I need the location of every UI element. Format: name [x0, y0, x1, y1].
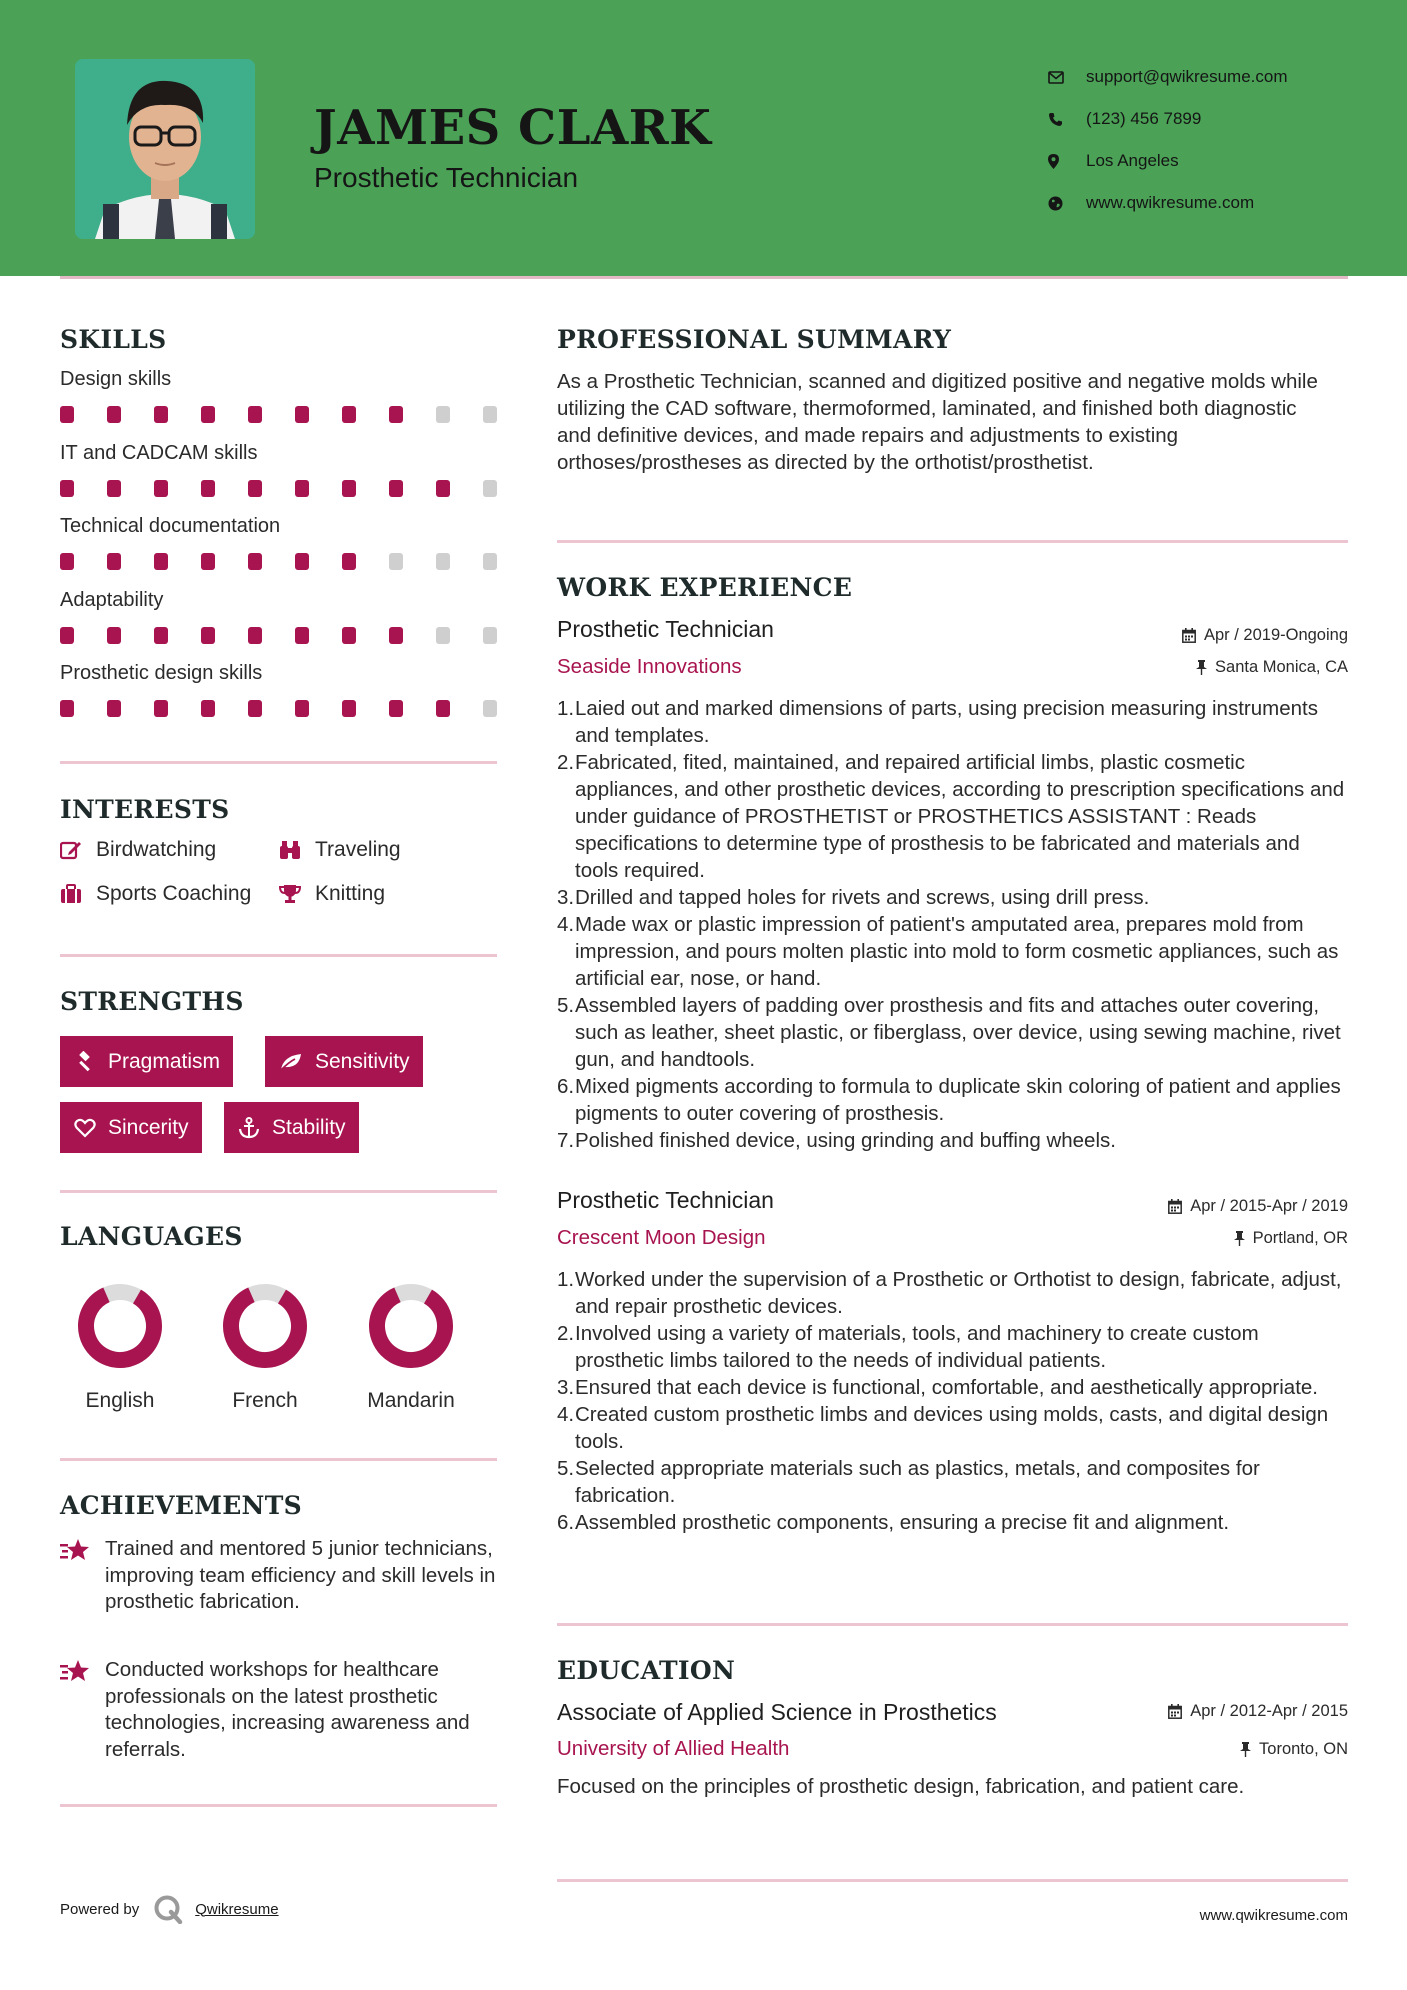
responsibility-item: [557, 1320, 1347, 1374]
rating-dot: [483, 627, 497, 644]
rating-dot: [436, 627, 450, 644]
powered-by-label: Powered by: [60, 1900, 140, 1918]
rating-dot: [436, 406, 450, 423]
rating-dot: [295, 480, 309, 497]
interest-item: [60, 838, 216, 862]
education-dates: [1168, 1702, 1348, 1721]
experience-divider: [557, 1623, 1348, 1626]
rating-dot: [483, 480, 497, 497]
skill-rating: [60, 480, 530, 497]
achievement-item: [60, 1536, 500, 1616]
rating-dot: [342, 553, 356, 570]
strengths-divider: [60, 1190, 497, 1193]
education-heading: EDUCATION: [557, 1656, 736, 1685]
qwikresume-link[interactable]: Qwikresume: [195, 1900, 279, 1918]
strength-label: Stability: [272, 1115, 346, 1139]
interest-item: [279, 838, 401, 862]
contact-email-text: support@qwikresume.com: [1086, 67, 1288, 86]
responsibility-text: Assembled layers of padding over prosthesis and fits and attaches outer covering, such as leather, sheet plastic, or fiberglass, over device, using sewing machine, rivet gun, and handtools.: [575, 994, 1341, 1071]
rating-dot: [389, 627, 403, 644]
responsibility-text: Involved using a variety of materials, tools, and machinery to create custom prosthetic limbs tailored to the needs of individual patients.: [575, 1322, 1259, 1372]
skill-rating: [60, 627, 530, 644]
anchor-icon: [238, 1117, 260, 1139]
candidate-role: Prosthetic Technician: [314, 162, 579, 193]
gavel-icon: [74, 1051, 96, 1073]
language-item: [205, 1283, 325, 1413]
rating-dot: [154, 553, 168, 570]
rating-dot: [107, 700, 121, 717]
contact-phone-text: (123) 456 7899: [1086, 109, 1202, 128]
responsibility-item: [557, 1374, 1347, 1401]
school-name: University of Allied Health: [557, 1737, 790, 1760]
interest-label: Sports Coaching: [96, 882, 252, 905]
achievements-heading: ACHIEVEMENTS: [60, 1491, 302, 1520]
star-badge-icon: [60, 1536, 105, 1616]
interests-divider: [60, 954, 497, 957]
skill-label: IT and CADCAM skills: [60, 441, 258, 464]
responsibility-item: [557, 1401, 1347, 1455]
header-divider: [60, 276, 1348, 279]
rating-dot: [295, 553, 309, 570]
rating-dot: [154, 480, 168, 497]
responsibility-text: Made wax or plastic impression of patient's amputated area, prepares mold from impression, and pours molten plastic into mold to form cosmetic appliances, such as artificial ear, nose, or hand.: [575, 913, 1339, 990]
rating-dot: [248, 700, 262, 717]
rating-dot: [248, 406, 262, 423]
education-description: Focused on the principles of prosthetic design, fabrication, and patient care.: [557, 1775, 1245, 1798]
job-location: [1234, 1229, 1348, 1248]
rating-dot: [107, 480, 121, 497]
responsibility-text: Fabricated, fited, maintained, and repaired artificial limbs, plastic cosmetic appliances, and other prosthetic devices, according to prescription specifications and under guidance of PROSTHETIST or PROSTHETICS ASSISTANT : Reads specifications to determine type of prosthesis to be fabricated and materials and tools required.: [575, 751, 1345, 882]
calendar-icon: [1182, 628, 1196, 643]
skill-rating: [60, 406, 530, 423]
achievements-divider: [60, 1804, 497, 1807]
strength-tag: [60, 1102, 202, 1153]
responsibility-text: Polished finished device, using grinding and buffing wheels.: [575, 1129, 1116, 1152]
binoculars-icon: [279, 840, 315, 860]
list-number: 6.: [557, 1075, 575, 1098]
responsibility-item: [557, 1509, 1347, 1536]
summary-text: As a Prosthetic Technician, scanned and digitized positive and negative molds while utilizing the CAD software, thermoformed, laminated, and finished both diagnostic and definitive devices, and made repairs and adjustments to existing orthoses/prostheses as directed by the orthotist/prosthetist.: [557, 370, 1318, 474]
language-ring: [77, 1283, 163, 1369]
responsibility-text: Selected appropriate materials such as plastics, metals, and composites for fabrication.: [575, 1457, 1260, 1507]
language-item: [351, 1283, 471, 1413]
education-location-text: Toronto, ON: [1259, 1740, 1348, 1758]
job-responsibilities: [557, 695, 1347, 1154]
responsibility-item: [557, 749, 1347, 884]
responsibility-text: Assembled prosthetic components, ensuring a precise fit and alignment.: [575, 1511, 1230, 1534]
language-item: [60, 1283, 180, 1413]
responsibility-item: [557, 1455, 1347, 1509]
job-company: Seaside Innovations: [557, 655, 742, 678]
contact-website-text: www.qwikresume.com: [1086, 193, 1255, 212]
interest-label: Knitting: [315, 882, 386, 905]
responsibility-item: [557, 992, 1347, 1073]
candidate-name: JAMES CLARK: [314, 100, 712, 156]
responsibility-item: [557, 1127, 1347, 1154]
job-location-text: Portland, OR: [1252, 1229, 1348, 1247]
interest-item: [60, 882, 251, 906]
rating-dot: [295, 627, 309, 644]
responsibility-text: Ensured that each device is functional, comfortable, and aesthetically appropriate.: [575, 1376, 1318, 1399]
achievement-item: [60, 1657, 500, 1763]
summary-divider: [557, 540, 1348, 543]
rating-dot: [248, 553, 262, 570]
rating-dot: [342, 480, 356, 497]
skill-label: Design skills: [60, 368, 172, 390]
rating-dot: [342, 700, 356, 717]
strength-label: Sincerity: [108, 1115, 189, 1139]
rating-dot: [60, 627, 74, 644]
skills-divider: [60, 761, 497, 764]
responsibility-text: Created custom prosthetic limbs and devices using molds, casts, and digital design tools.: [575, 1403, 1329, 1453]
education-divider: [557, 1879, 1348, 1882]
achievement-text: Trained and mentored 5 junior technicians, improving team efficiency and skill levels in prosthetic fabrication.: [105, 1537, 496, 1613]
interest-label: Birdwatching: [96, 838, 217, 861]
rating-dot: [342, 406, 356, 423]
job-responsibilities: [557, 1266, 1347, 1536]
heart-icon: [74, 1118, 96, 1138]
list-number: 6.: [557, 1511, 575, 1534]
calendar-icon: [1168, 1199, 1182, 1214]
skill-label: Prosthetic design skills: [60, 662, 263, 684]
rating-dot: [154, 406, 168, 423]
pushpin-icon: [1234, 1231, 1245, 1246]
rating-dot: [436, 553, 450, 570]
responsibility-item: [557, 1266, 1347, 1320]
interest-label: Traveling: [315, 838, 401, 861]
job-dates: [1168, 1197, 1348, 1216]
rating-dot: [60, 700, 74, 717]
rating-dot: [248, 627, 262, 644]
job-title: Prosthetic Technician: [557, 616, 774, 642]
achievement-text: Conducted workshops for healthcare professionals on the latest prosthetic technologies, increasing awareness and referrals.: [105, 1658, 470, 1761]
rating-dot: [436, 700, 450, 717]
language-name: French: [232, 1389, 298, 1412]
list-number: 5.: [557, 994, 575, 1017]
skill-rating: [60, 700, 530, 717]
language-name: English: [85, 1389, 155, 1412]
list-number: 5.: [557, 1457, 575, 1480]
job-location: [1196, 658, 1348, 677]
degree-title: Associate of Applied Science in Prosthetics: [557, 1699, 997, 1725]
rating-dot: [295, 406, 309, 423]
list-number: 3.: [557, 1376, 575, 1399]
strength-label: Pragmatism: [108, 1049, 221, 1073]
rating-dot: [483, 553, 497, 570]
rating-dot: [389, 480, 403, 497]
map-marker-icon: [1048, 154, 1086, 169]
leaf-icon: [279, 1052, 303, 1072]
footer-url[interactable]: www.qwikresume.com: [1199, 1907, 1348, 1924]
rating-dot: [483, 700, 497, 717]
globe-icon: [1048, 196, 1086, 211]
rating-dot: [389, 700, 403, 717]
languages-divider: [60, 1458, 497, 1461]
list-number: 2.: [557, 751, 575, 774]
rating-dot: [60, 406, 74, 423]
footer-powered-by: [60, 1894, 279, 1924]
job-dates-text: Apr / 2015-Apr / 2019: [1190, 1197, 1348, 1215]
job-dates: [1182, 626, 1348, 645]
contact-website[interactable]: [1048, 182, 1288, 224]
language-ring: [222, 1283, 308, 1369]
interest-item: [279, 882, 385, 906]
strength-tag: [224, 1102, 359, 1153]
responsibility-item: [557, 1073, 1347, 1127]
rating-dot: [154, 700, 168, 717]
rating-dot: [60, 553, 74, 570]
strengths-heading: STRENGTHS: [60, 987, 244, 1016]
list-number: 2.: [557, 1322, 575, 1345]
profile-photo: [75, 59, 255, 239]
edit-icon: [60, 840, 96, 860]
skill-label: Adaptability: [60, 588, 164, 611]
responsibility-text: Laied out and marked dimensions of parts, using precision measuring instruments and templates.: [575, 697, 1318, 747]
responsibility-item: [557, 911, 1347, 992]
rating-dot: [107, 627, 121, 644]
rating-dot: [483, 406, 497, 423]
trophy-icon: [279, 884, 315, 904]
skill-label: Technical documentation: [60, 515, 281, 537]
responsibility-item: [557, 695, 1347, 749]
rating-dot: [107, 553, 121, 570]
rating-dot: [107, 406, 121, 423]
contact-location-text: Los Angeles: [1086, 151, 1179, 170]
rating-dot: [201, 553, 215, 570]
rating-dot: [60, 480, 74, 497]
summary-heading: PROFESSIONAL SUMMARY: [557, 325, 952, 354]
responsibility-text: Mixed pigments according to formula to duplicate skin coloring of patient and applies pigments to outer covering of prosthesis.: [575, 1075, 1341, 1125]
rating-dot: [201, 700, 215, 717]
star-badge-icon: [60, 1657, 105, 1763]
list-number: 3.: [557, 886, 575, 909]
rating-dot: [342, 627, 356, 644]
contact-phone[interactable]: [1048, 98, 1288, 140]
language-ring: [368, 1283, 454, 1369]
calendar-icon: [1168, 1704, 1182, 1719]
rating-dot: [389, 406, 403, 423]
strength-tag: [265, 1036, 423, 1087]
rating-dot: [295, 700, 309, 717]
contact-location: [1048, 140, 1288, 182]
education-dates-text: Apr / 2012-Apr / 2015: [1190, 1702, 1348, 1720]
skills-heading: SKILLS: [60, 325, 167, 354]
strength-tag: [60, 1036, 233, 1087]
qwikresume-logo-icon: [153, 1894, 183, 1924]
briefcase-icon: [60, 884, 96, 904]
responsibility-text: Drilled and tapped holes for rivets and screws, using drill press.: [575, 886, 1150, 909]
job-dates-text: Apr / 2019-Ongoing: [1203, 626, 1348, 644]
rating-dot: [201, 480, 215, 497]
language-name: Mandarin: [367, 1389, 455, 1412]
rating-dot: [201, 406, 215, 423]
rating-dot: [436, 480, 450, 497]
job-title: Prosthetic Technician: [557, 1187, 774, 1213]
contact-email[interactable]: [1048, 56, 1288, 98]
job-company: Crescent Moon Design: [557, 1226, 766, 1249]
list-number: 4.: [557, 913, 575, 936]
job-location-text: Santa Monica, CA: [1215, 658, 1348, 676]
skill-rating: [60, 553, 530, 570]
pushpin-icon: [1240, 1742, 1251, 1757]
pushpin-icon: [1196, 660, 1207, 675]
experience-heading: WORK EXPERIENCE: [557, 573, 853, 602]
education-location: [1240, 1740, 1348, 1759]
strength-label: Sensitivity: [315, 1049, 410, 1073]
languages-heading: LANGUAGES: [60, 1222, 243, 1251]
rating-dot: [154, 627, 168, 644]
list-number: 7.: [557, 1129, 575, 1152]
list-number: 1.: [557, 697, 575, 720]
rating-dot: [248, 480, 262, 497]
envelope-icon: [1048, 71, 1086, 84]
contact-list: [1048, 56, 1288, 224]
phone-icon: [1048, 112, 1086, 127]
responsibility-text: Worked under the supervision of a Prosthetic or Orthotist to design, fabricate, adjust, and repair prosthetic devices.: [575, 1268, 1342, 1318]
rating-dot: [389, 553, 403, 570]
rating-dot: [201, 627, 215, 644]
list-number: 1.: [557, 1268, 575, 1291]
list-number: 4.: [557, 1403, 575, 1426]
header-banner: [0, 0, 1407, 276]
responsibility-item: [557, 884, 1347, 911]
interests-heading: INTERESTS: [60, 795, 230, 824]
